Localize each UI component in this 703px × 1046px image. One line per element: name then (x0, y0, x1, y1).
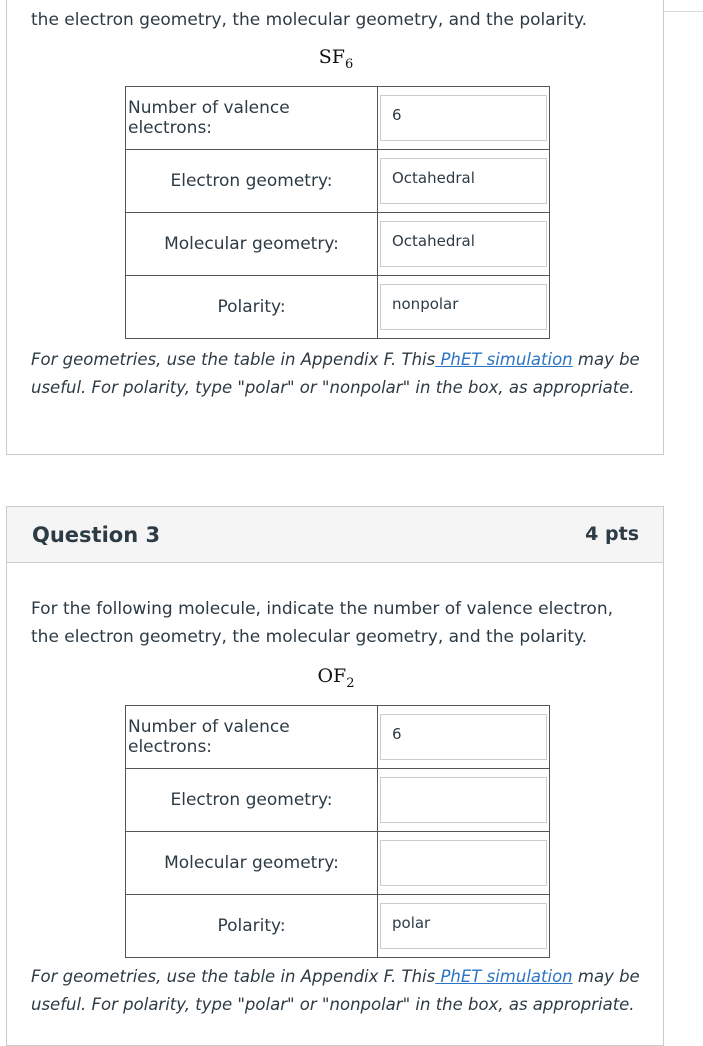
molecule-formula (7, 46, 665, 72)
note-text: For geometries, use the table in Appendix F. This (31, 967, 436, 986)
formula-subscript: 2 (346, 675, 355, 691)
question-title: Question 3 (32, 523, 161, 547)
table-row (126, 150, 550, 213)
phet-simulation-link[interactable]: PhET simulation (435, 350, 573, 369)
formula-main: OF (317, 665, 347, 687)
formula-subscript: 6 (344, 56, 354, 72)
table-row (126, 213, 550, 276)
electron-geometry-input[interactable]: Octahedral (380, 158, 547, 204)
note-text: For geometries, use the table in Appendix F. This (31, 350, 436, 369)
row-label: Polarity: (126, 276, 378, 339)
table-row (126, 87, 550, 150)
question-card-previous (6, 0, 664, 455)
question-text-tail: the electron geometry, the molecular geometry, and the polarity. (31, 10, 588, 30)
electron-geometry-input[interactable] (380, 777, 547, 823)
note-text: may be useful. For polarity, type "polar" or "nonpolar" in the box, as appropriate. (31, 350, 640, 397)
row-label: Number of valence electrons: (126, 87, 378, 150)
row-label: Electron geometry: (126, 769, 378, 832)
row-label: Molecular geometry: (126, 213, 378, 276)
row-label: Electron geometry: (126, 150, 378, 213)
question-text: For the following molecule, indicate the number of valence electron, the electron geometry, the molecular geometry, and the polarity. (31, 599, 613, 647)
question-card-3 (6, 506, 664, 1046)
question-header (7, 507, 663, 563)
formula-main: SF (318, 46, 345, 68)
table-row (126, 895, 550, 958)
row-label: Number of valence electrons: (126, 706, 378, 769)
molecular-geometry-input[interactable]: Octahedral (380, 221, 547, 267)
phet-simulation-link[interactable]: PhET simulation (435, 967, 573, 986)
polarity-input[interactable]: polar (380, 903, 547, 949)
answer-table (125, 86, 550, 339)
table-row (126, 276, 550, 339)
top-divider (664, 11, 703, 12)
polarity-input[interactable]: nonpolar (380, 284, 547, 330)
question-points: 4 pts (585, 523, 639, 545)
row-label: Polarity: (126, 895, 378, 958)
valence-electrons-input[interactable]: 6 (380, 95, 547, 141)
instruction-note (31, 963, 641, 1019)
molecule-formula (7, 665, 665, 691)
row-label: Molecular geometry: (126, 832, 378, 895)
note-text: may be useful. For polarity, type "polar" or "nonpolar" in the box, as appropriate. (31, 967, 640, 1014)
table-row (126, 832, 550, 895)
answer-table (125, 705, 550, 958)
molecular-geometry-input[interactable] (380, 840, 547, 886)
table-row (126, 706, 550, 769)
table-row (126, 769, 550, 832)
instruction-note (31, 346, 641, 402)
valence-electrons-input[interactable]: 6 (380, 714, 547, 760)
